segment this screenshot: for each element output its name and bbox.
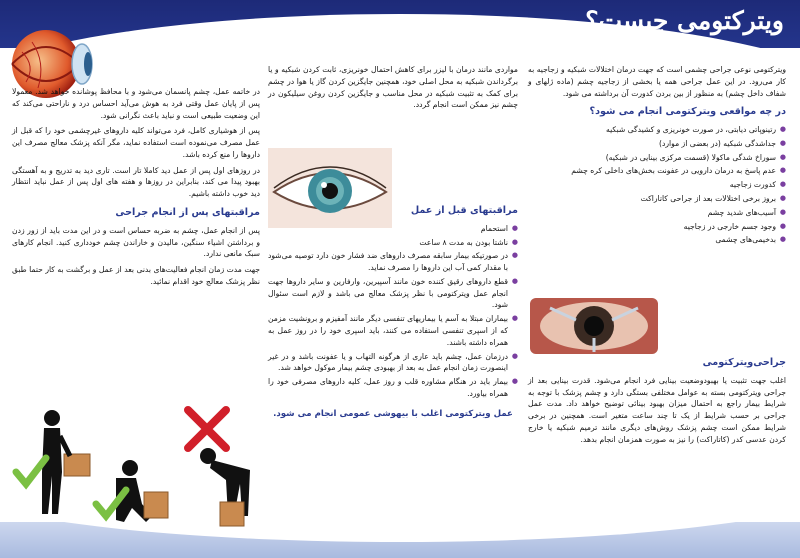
list-item: ● بروز برخی اختلالات بعد از جراحی کاتاراکت (528, 193, 786, 205)
surgery-eye-icon (530, 298, 658, 354)
column-middle (268, 198, 518, 425)
column-right (528, 64, 786, 248)
middle-intro-paragraph: مواردی مانند درمان با لیزر برای کاهش احتمال خونریزی، ثابت کردن شبکیه و یا برگرداندن شبکیه به محل اصلی خود، همچنین جایگزین کردن گاز یا هوا در چشم برای کمک به تثبیت شبکیه در محل مناسب و جایگزین کردن روغن سیلیکون در چشم نیز ممکن است انجام گردد. (268, 65, 518, 110)
post-care-heading: مراقبتهای پس از انجام جراحی (115, 206, 260, 218)
left-paragraph-3: در روزهای اول پس از عمل دید کاملا تار است. تاری دید به تدریج و به آهستگی بهبود پیدا می کند، بنابراین در روزها و هفته های اول پس از عمل نباید انتظار دید خوب داشته باشیم. (12, 165, 260, 199)
intro-paragraph: ویترکتومی نوعی جراحی چشمی است که جهت درمان اختلالات شبکیه و زجاجیه به کار می‌رود. در این عمل جراحی همه یا بخشی از زجاجیه چشم (ماده ژلهای و شفاف داخل چشم) به منظور از بین بردن کدورت آن برداشته می شود. (528, 65, 786, 98)
post-care-paragraph: پس از انجام عمل، چشم به ضربه حساس است و در این مدت باید از زور زدن و برداشتن اشیاء سنگین، مالیدن و خاراندن چشم خودداری کنید. انجام کارهای سبک مانعی ندارد. (12, 225, 260, 259)
surgery-paragraph: اغلب جهت تثبیت یا بهبودوضعیت بینایی فرد انجام می‌شود. قدرت بینایی بعد از جراحی ویترکتومی بسته به عوامل مختلفی بستگی دارد و چشم پزشک با توجه به شرایط بیمار راجع به احتمال میزان بهبود بینائی توضیح خواهد داد. مدت عمل جراحی بر حسب شرایط از یک تا چند ساعت متغیر است. همچنین در برخی شرایط ممکن است چشم پزشک روش‌های دیگری مانند ترمیم شبکیه یا خارج کردن عدسی کدر (کاتاراکت) را نیز به صورت همزمان انجام بدهد. (528, 375, 786, 444)
anesthesia-note: عمل ویترکتومی اغلب با بیهوشی عمومی انجام می شود. (273, 408, 513, 419)
column-left (12, 86, 260, 292)
left-paragraph-5: جهت مدت زمان انجام فعالیت‌های بدنی بعد از عمل و برگشت به کار حتما طبق نظر پزشک معالج خود اقدام نمائید. (12, 265, 260, 286)
list-item: ● بیمار باید در هنگام مشاوره قلب و روز عمل، کلیه داروهای مصرفی خود را همراه بیاورد. (268, 376, 518, 400)
list-item: ● قطع داروهای رقیق کننده خون مانند آسپیرین، وارفارین و سایر داروها جهت انجام عمل ویترکتومی با نظر پزشک معالج می باشد و لازم است سئوال شود. (268, 276, 518, 311)
list-item: ● بدخیمی‌های چشمی (528, 234, 786, 246)
when-list (528, 124, 786, 246)
list-item: ● عدم پاسخ به درمان دارویی در عفونت بخش‌های داخلی کره چشم (528, 165, 786, 177)
list-item: ● سوراخ شدگی ماکولا (قسمت مرکزی بینایی در شبکیه) (528, 152, 786, 164)
left-intro-paragraph: در خاتمه عمل، چشم پانسمان می‌شود و با محافظ پوشانده خواهد شد. معمولا پس از پایان عمل وقتی فرد به هوش می‌آید احساس درد و ناراحتی می‌کند که این وضعیت طبیعی است و نباید باعث نگرانی شود. (12, 87, 260, 120)
pre-care-list (268, 223, 518, 400)
list-item: ● در صورتیکه بیمار سابقه مصرف داروهای ضد فشار خون دارد توصیه می‌شود با مقدار کمی آب این داروها را مصرف نماید. (268, 250, 518, 274)
left-paragraph-2: پس از هوشیاری کامل، فرد می‌تواند کلیه داروهای غیرچشمی خود را که قبل از عمل مصرف می‌نموده است استفاده نماید، مگر آنکه پزشک معالج مصرف این داروها را منع کرده باشد. (12, 126, 260, 159)
column-middle-intro (268, 64, 518, 115)
list-item: ● بیماران مبتلا به آسم یا بیماریهای تنفسی دیگر مانند آمفیزم و برونشیت مزمن که از اسپری تنفسی استفاده می کنند، باید اسپری خود را در روز عمل به همراه داشته باشند. (268, 313, 518, 348)
when-heading: در چه مواقعی ویترکتومی انجام می شود؟ (589, 106, 786, 118)
list-item: ● استحمام (268, 223, 518, 235)
list-item: ● ناشتا بودن به مدت ۸ ساعت (268, 237, 518, 249)
list-item: ● وجود جسم خارجی در زجاجیه (528, 221, 786, 233)
page-title: ویترکتومی چیست؟ (585, 6, 784, 35)
list-item: ● جداشدگی شبکیه (در بعضی از موارد) (528, 138, 786, 150)
surgery-section (528, 356, 786, 449)
surgery-heading: جراحی‌ویترکتومی (702, 357, 786, 368)
list-item: ● آسیب‌های شدید چشم (528, 207, 786, 219)
list-item: ● درزمان عمل، چشم باید عاری از هرگونه التهاب و یا عفونت باشد و در غیر اینصورت زمان انجام عمل به بعد از بهبودی چشم بیمار موکول خواهد شد. (268, 351, 518, 375)
lifting-posture-icon (12, 404, 262, 530)
list-item: ● کدورت زجاجیه (528, 179, 786, 191)
pre-care-heading: مراقبتهای قبل از عمل (410, 205, 518, 216)
list-item: ● رتینوپاتی دیابتی، در صورت خونریزی و کشیدگی شبکیه (528, 124, 786, 136)
